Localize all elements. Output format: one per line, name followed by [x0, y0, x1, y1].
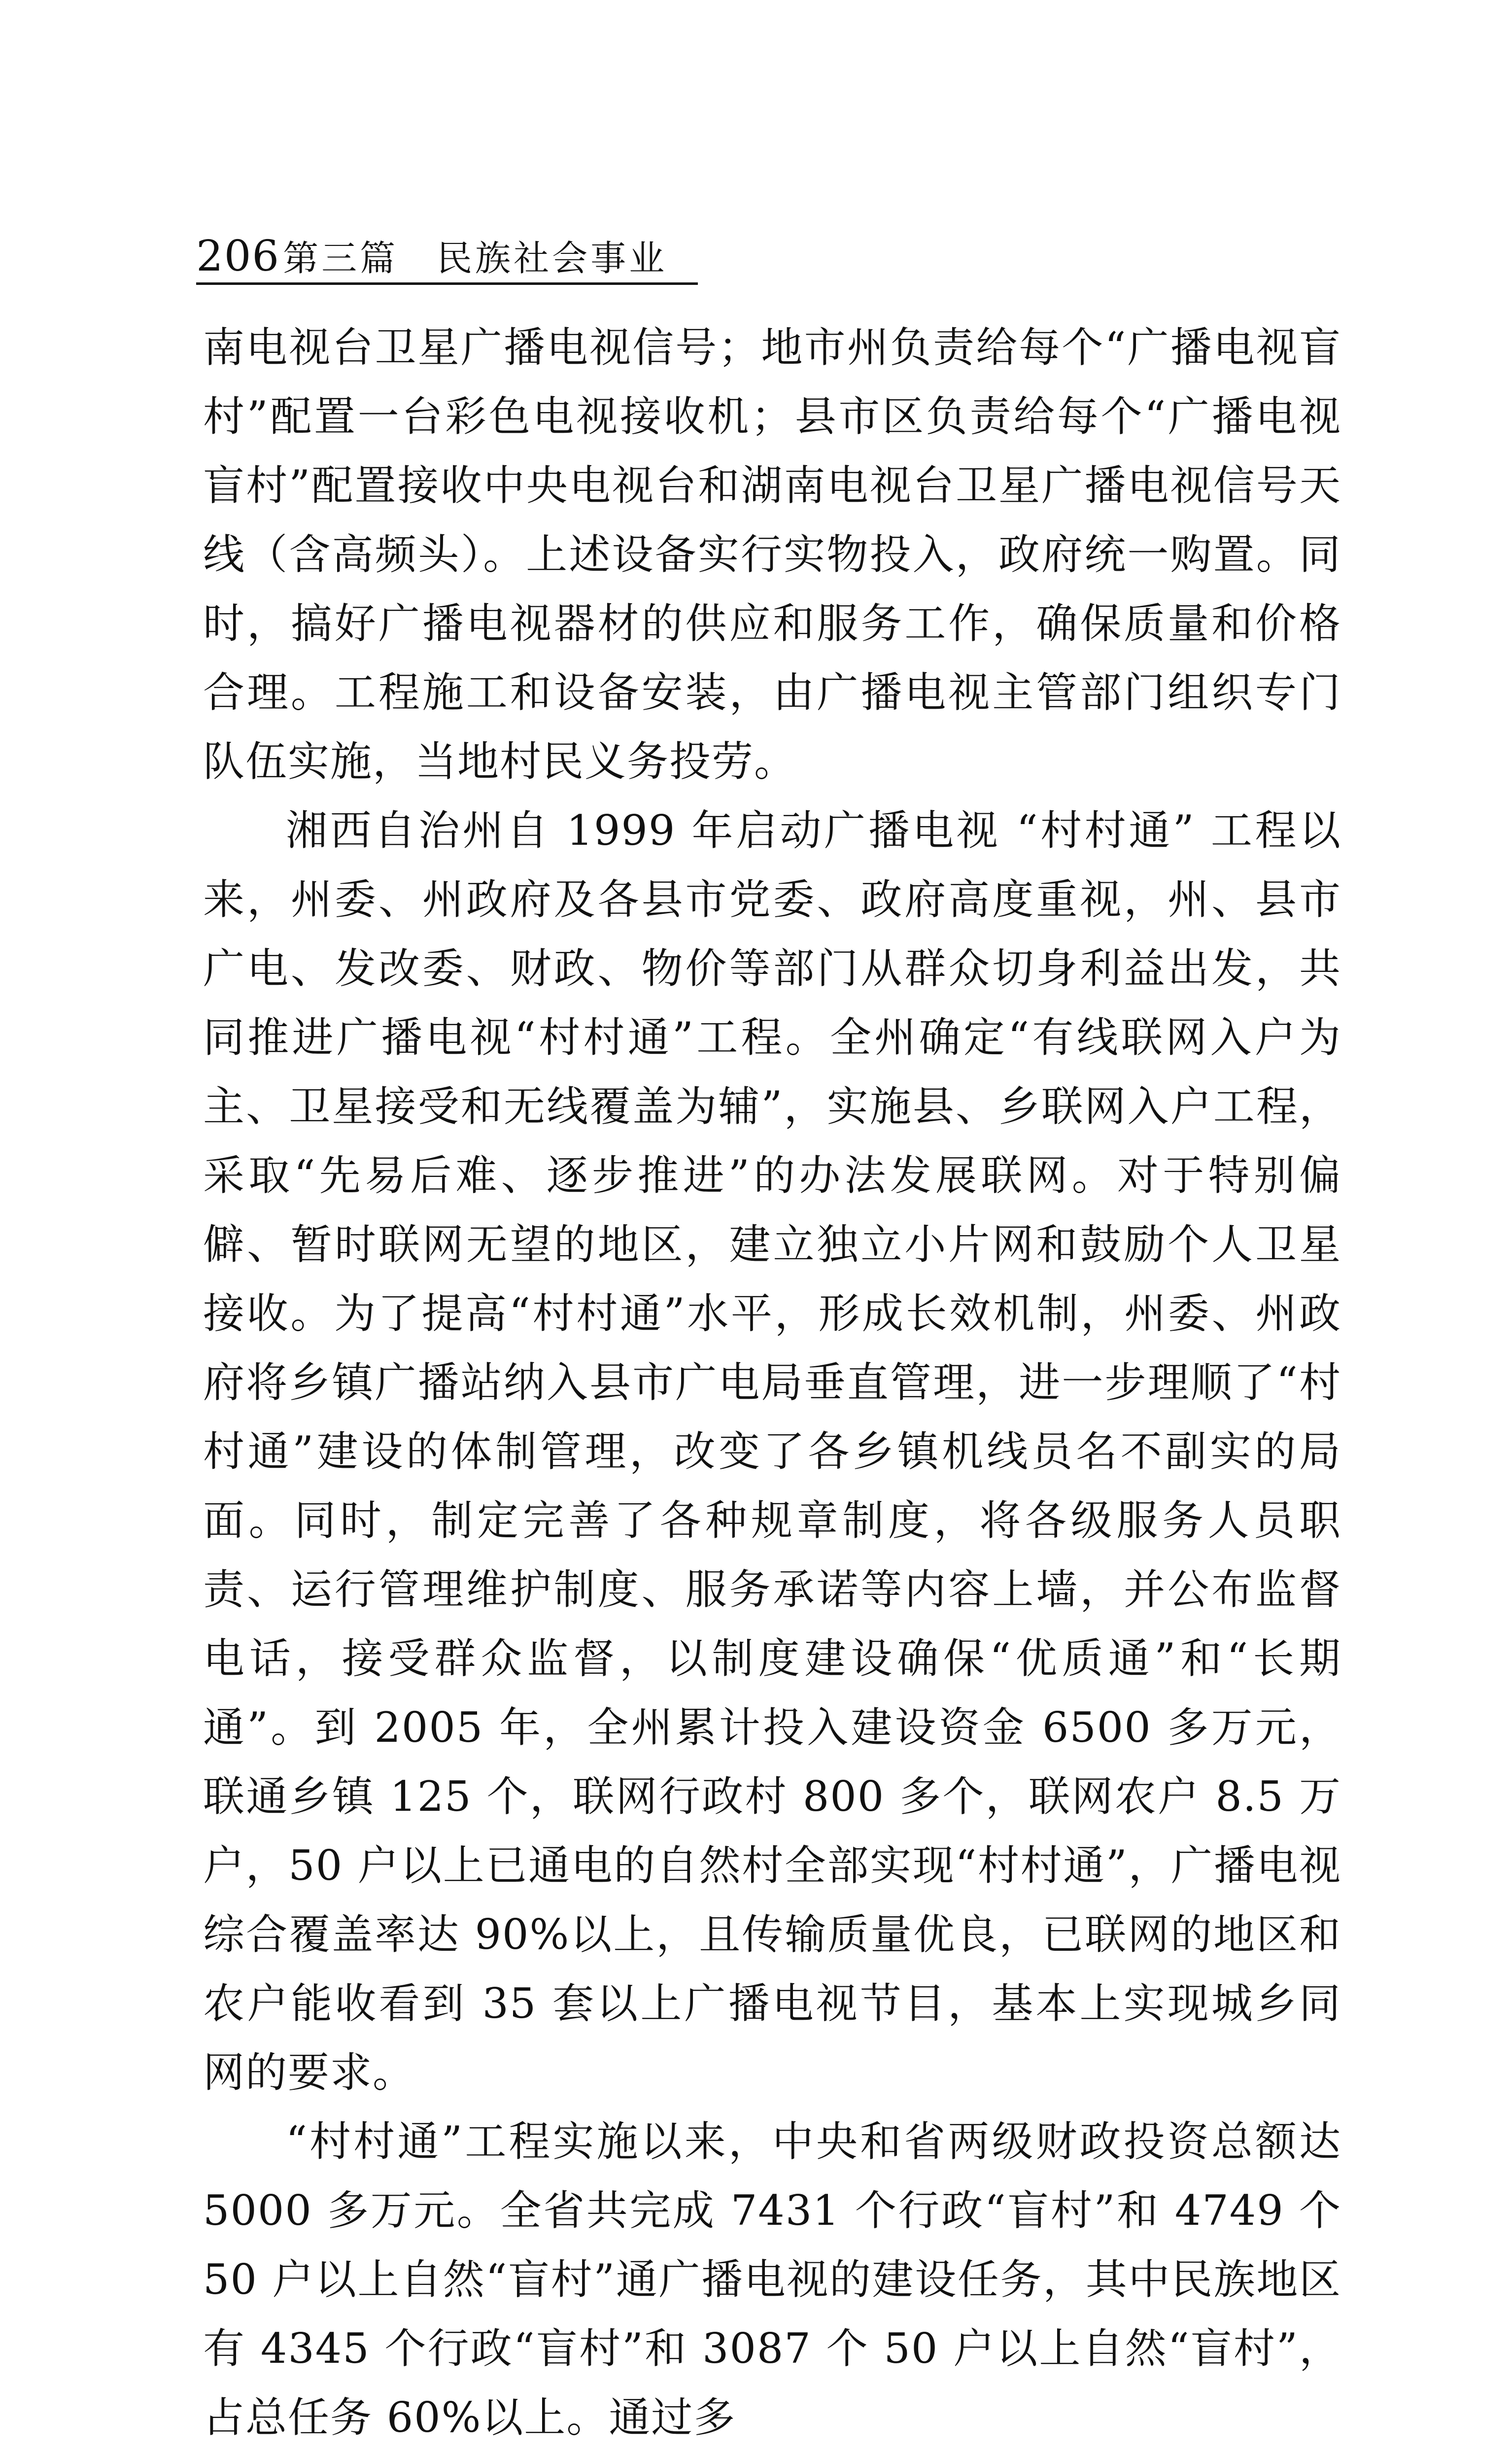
chapter-title: 第三篇 民族社会事业	[283, 238, 668, 279]
paragraph: 南电视台卫星广播电视信号；地市州负责给每个“广播电视盲村”配置一台彩色电视接收机；县市区负责给每个“广播电视盲村”配置接收中央电视台和湖南电视台卫星广播电视信号天线（含高频头）。上述设备实行实物投入，政府统一购置。同时，搞好广播电视器材的供应和服务工作，确保质量和价格合理。工程施工和设备安装，由广播电视主管部门组织专门队伍实施，当地村民义务投劳。	[203, 323, 1341, 786]
running-header	[196, 232, 698, 285]
body-text	[203, 313, 1341, 2452]
paragraph: “村村通”工程实施以来，中央和省两级财政投资总额达 5000 多万元。全省共完成 7431 个行政“盲村”和 4749 个 50 户以上自然“盲村”通广播电视的建设任务，其中民族地区有 4345 个行政“盲村”和 3087 个 50 户以上自然“盲村”，占总任务 60%以上。通过多	[203, 2117, 1341, 2442]
paragraph: 湘西自治州自 1999 年启动广播电视 “村村通” 工程以来，州委、州政府及各县市党委、政府高度重视，州、县市广电、发改委、财政、物价等部门从群众切身利益出发，共同推进广播电视“村村通”工程。全州确定“有线联网入户为主、卫星接受和无线覆盖为辅”，实施县、乡联网入户工程，采取“先易后难、逐步推进”的办法发展联网。对于特别偏僻、暂时联网无望的地区，建立独立小片网和鼓励个人卫星接收。为了提高“村村通”水平，形成长效机制，州委、州政府将乡镇广播站纳入县市广电局垂直管理，进一步理顺了“村村通”建设的体制管理，改变了各乡镇机线员名不副实的局面。同时，制定完善了各种规章制度，将各级服务人员职责、运行管理维护制度、服务承诺等内容上墙，并公布监督电话，接受群众监督，以制度建设确保“优质通”和“长期通”。到 2005 年，全州累计投入建设资金 6500 多万元，联通乡镇 125 个，联网行政村 800 多个，联网农户 8.5 万户，50 户以上已通电的自然村全部实现“村村通”，广播电视综合覆盖率达 90%以上，且传输质量优良，已联网的地区和农户能收看到 35 套以上广播电视节目，基本上实现城乡同网的要求。	[203, 806, 1341, 2097]
page-number: 206	[196, 232, 280, 281]
